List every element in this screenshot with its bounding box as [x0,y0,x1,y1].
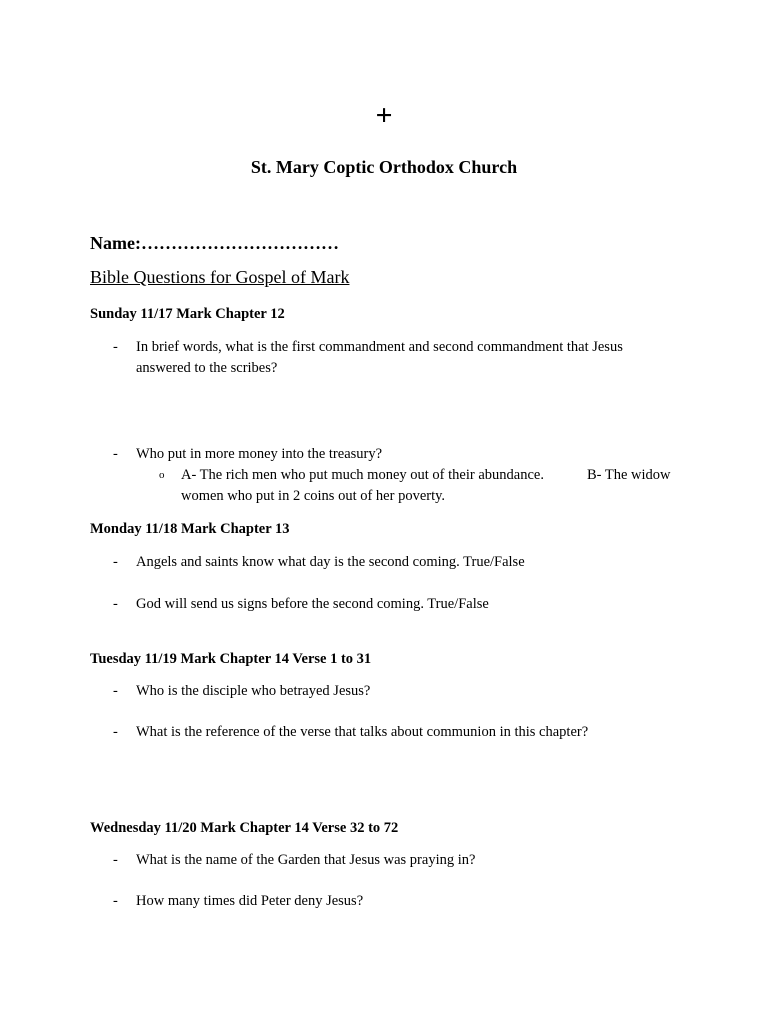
question-text: Who put in more money into the treasury? [136,446,383,462]
answer-option-b: B- The widow [587,467,671,483]
cross-symbol: + [375,99,393,132]
answer-option-continued: women who put in 2 coins out of her poverty. [181,488,446,504]
document-title: Bible Questions for Gospel of Mark [90,267,350,287]
question-text: What is the name of the Garden that Jesus was praying in? [136,852,476,868]
list-dash: - [113,446,118,462]
question-text: How many times did Peter deny Jesus? [136,893,364,909]
name-field: Name:…………………………… [90,233,339,253]
day-heading-wednesday: Wednesday 11/20 Mark Chapter 14 Verse 32 to 72 [90,820,399,836]
question-text: Angels and saints know what day is the second coming. True/False [136,554,525,570]
question-text: In brief words, what is the first commandment and second commandment that Jesus [136,339,623,355]
list-dash: - [113,596,118,612]
day-heading-monday: Monday 11/18 Mark Chapter 13 [90,521,290,537]
day-heading-sunday: Sunday 11/17 Mark Chapter 12 [90,306,285,322]
question-text: What is the reference of the verse that talks about communion in this chapter? [136,724,589,740]
sub-bullet: o [159,469,165,481]
answer-option-a: A- The rich men who put much money out of their abundance. [181,467,544,483]
list-dash: - [113,893,118,909]
question-text-continued: answered to the scribes? [136,360,278,376]
list-dash: - [113,683,118,699]
list-dash: - [113,724,118,740]
church-name: St. Mary Coptic Orthodox Church [250,157,518,177]
list-dash: - [113,554,118,570]
list-dash: - [113,852,118,868]
question-text: God will send us signs before the second coming. True/False [136,596,489,612]
list-dash: - [113,339,118,355]
question-text: Who is the disciple who betrayed Jesus? [136,683,371,699]
day-heading-tuesday: Tuesday 11/19 Mark Chapter 14 Verse 1 to 31 [90,651,372,667]
